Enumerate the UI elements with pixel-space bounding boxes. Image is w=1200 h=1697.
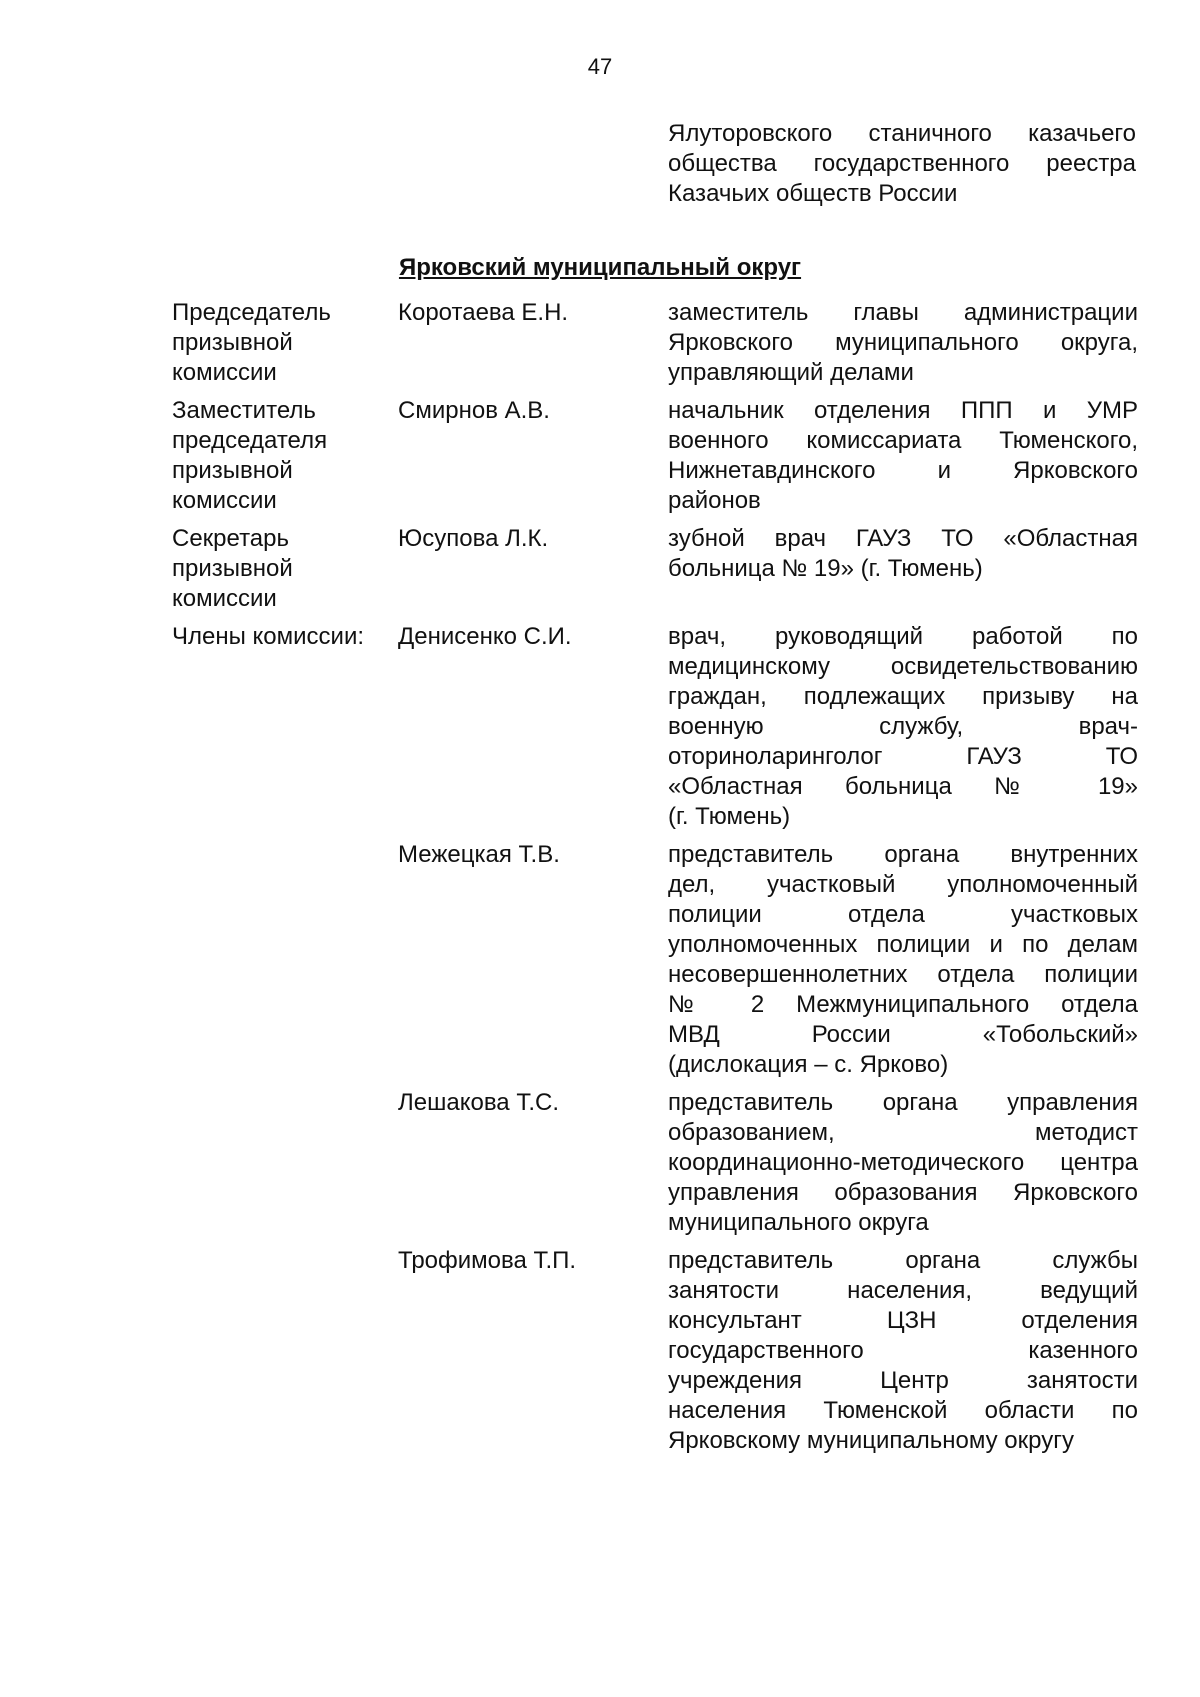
text-line: общества государственного реестра <box>668 150 1136 177</box>
text-line: Казачьих обществ России <box>668 180 958 207</box>
section-title: Ярковский муниципальный округ <box>398 254 802 281</box>
role-line: комиссии <box>172 487 277 514</box>
description-cell <box>668 1246 1138 1456</box>
role-line: комиссии <box>172 585 277 612</box>
role-cell <box>172 298 398 388</box>
role-line: призывной <box>172 555 293 582</box>
role-line: призывной <box>172 329 293 356</box>
role-cell <box>172 1088 398 1238</box>
role-line: Председатель <box>172 299 331 326</box>
desc-line: представитель органа службы <box>668 1247 1138 1274</box>
desc-line: МВД России «Тобольский» <box>668 1021 1138 1048</box>
role-line: Члены комиссии: <box>172 623 365 650</box>
role-line: Секретарь <box>172 525 289 552</box>
desc-line: координационно-методического центра <box>668 1149 1138 1176</box>
role-cell <box>172 622 398 832</box>
desc-line: больница № 19» (г. Тюмень) <box>668 555 983 582</box>
table-row <box>172 396 1138 516</box>
page-number: 47 <box>587 54 613 79</box>
role-line: комиссии <box>172 359 277 386</box>
desc-line: (г. Тюмень) <box>668 803 791 830</box>
desc-line: уполномоченных полиции и по делам <box>668 931 1138 958</box>
name-cell: Межецкая Т.В. <box>398 841 560 868</box>
name-cell: Юсупова Л.К. <box>398 525 549 552</box>
desc-line: дел, участковый уполномоченный <box>668 871 1138 898</box>
continuation-text <box>668 119 1136 209</box>
desc-line: государственного казенного <box>668 1337 1138 1364</box>
description-cell <box>668 1088 1138 1238</box>
desc-line: муниципального округа <box>668 1209 929 1236</box>
desc-line: врач, руководящий работой по <box>668 623 1138 650</box>
desc-line: медицинскому освидетельствованию <box>668 653 1138 680</box>
table-row <box>172 524 1138 614</box>
desc-line: заместитель главы администрации <box>668 299 1138 326</box>
description-cell <box>668 298 1138 388</box>
desc-line: граждан, подлежащих призыву на <box>668 683 1138 710</box>
role-cell <box>172 1246 398 1456</box>
role-line: призывной <box>172 457 293 484</box>
desc-line: представитель органа управления <box>668 1089 1138 1116</box>
table-row <box>172 622 1138 832</box>
desc-line: занятости населения, ведущий <box>668 1277 1138 1304</box>
desc-line: (дислокация – с. Ярково) <box>668 1051 949 1078</box>
table-row <box>172 1088 1138 1238</box>
description-cell <box>668 524 1138 614</box>
text-line: Ялуторовского станичного казачьего <box>668 120 1136 147</box>
desc-line: Ярковскому муниципальному округу <box>668 1427 1074 1454</box>
table-row <box>172 1246 1138 1456</box>
desc-line: № 2 Межмуниципального отдела <box>668 991 1138 1018</box>
desc-line: управления образования Ярковского <box>668 1179 1138 1206</box>
desc-line: полиции отдела участковых <box>668 901 1138 928</box>
name-cell: Лешакова Т.С. <box>398 1089 559 1116</box>
table-row <box>172 298 1138 388</box>
desc-line: образованием, методист <box>668 1119 1138 1146</box>
role-cell <box>172 840 398 1080</box>
description-cell <box>668 622 1138 832</box>
name-cell: Смирнов А.В. <box>398 397 550 424</box>
description-cell <box>668 840 1138 1080</box>
name-cell: Коротаева Е.Н. <box>398 299 569 326</box>
desc-line: военного комиссариата Тюменского, <box>668 427 1138 454</box>
table-row <box>172 840 1138 1080</box>
desc-line: начальник отделения ППП и УМР <box>668 397 1138 424</box>
desc-line: районов <box>668 487 761 514</box>
desc-line: населения Тюменской области по <box>668 1397 1138 1424</box>
desc-line: военную службу, врач- <box>668 713 1138 740</box>
commission-table <box>172 298 1138 1464</box>
desc-line: учреждения Центр занятости <box>668 1367 1138 1394</box>
desc-line: «Областная больница № 19» <box>668 773 1138 800</box>
role-cell <box>172 524 398 614</box>
name-cell: Денисенко С.И. <box>398 623 572 650</box>
desc-line: управляющий делами <box>668 359 914 386</box>
role-line: председателя <box>172 427 328 454</box>
desc-line: оториноларинголог ГАУЗ ТО <box>668 743 1138 770</box>
desc-line: зубной врач ГАУЗ ТО «Областная <box>668 525 1138 552</box>
desc-line: несовершеннолетних отдела полиции <box>668 961 1138 988</box>
desc-line: представитель органа внутренних <box>668 841 1138 868</box>
desc-line: консультант ЦЗН отделения <box>668 1307 1138 1334</box>
desc-line: Ярковского муниципального округа, <box>668 329 1138 356</box>
name-cell: Трофимова Т.П. <box>398 1247 577 1274</box>
desc-line: Нижнетавдинского и Ярковского <box>668 457 1138 484</box>
role-line: Заместитель <box>172 397 316 424</box>
role-cell <box>172 396 398 516</box>
description-cell <box>668 396 1138 516</box>
